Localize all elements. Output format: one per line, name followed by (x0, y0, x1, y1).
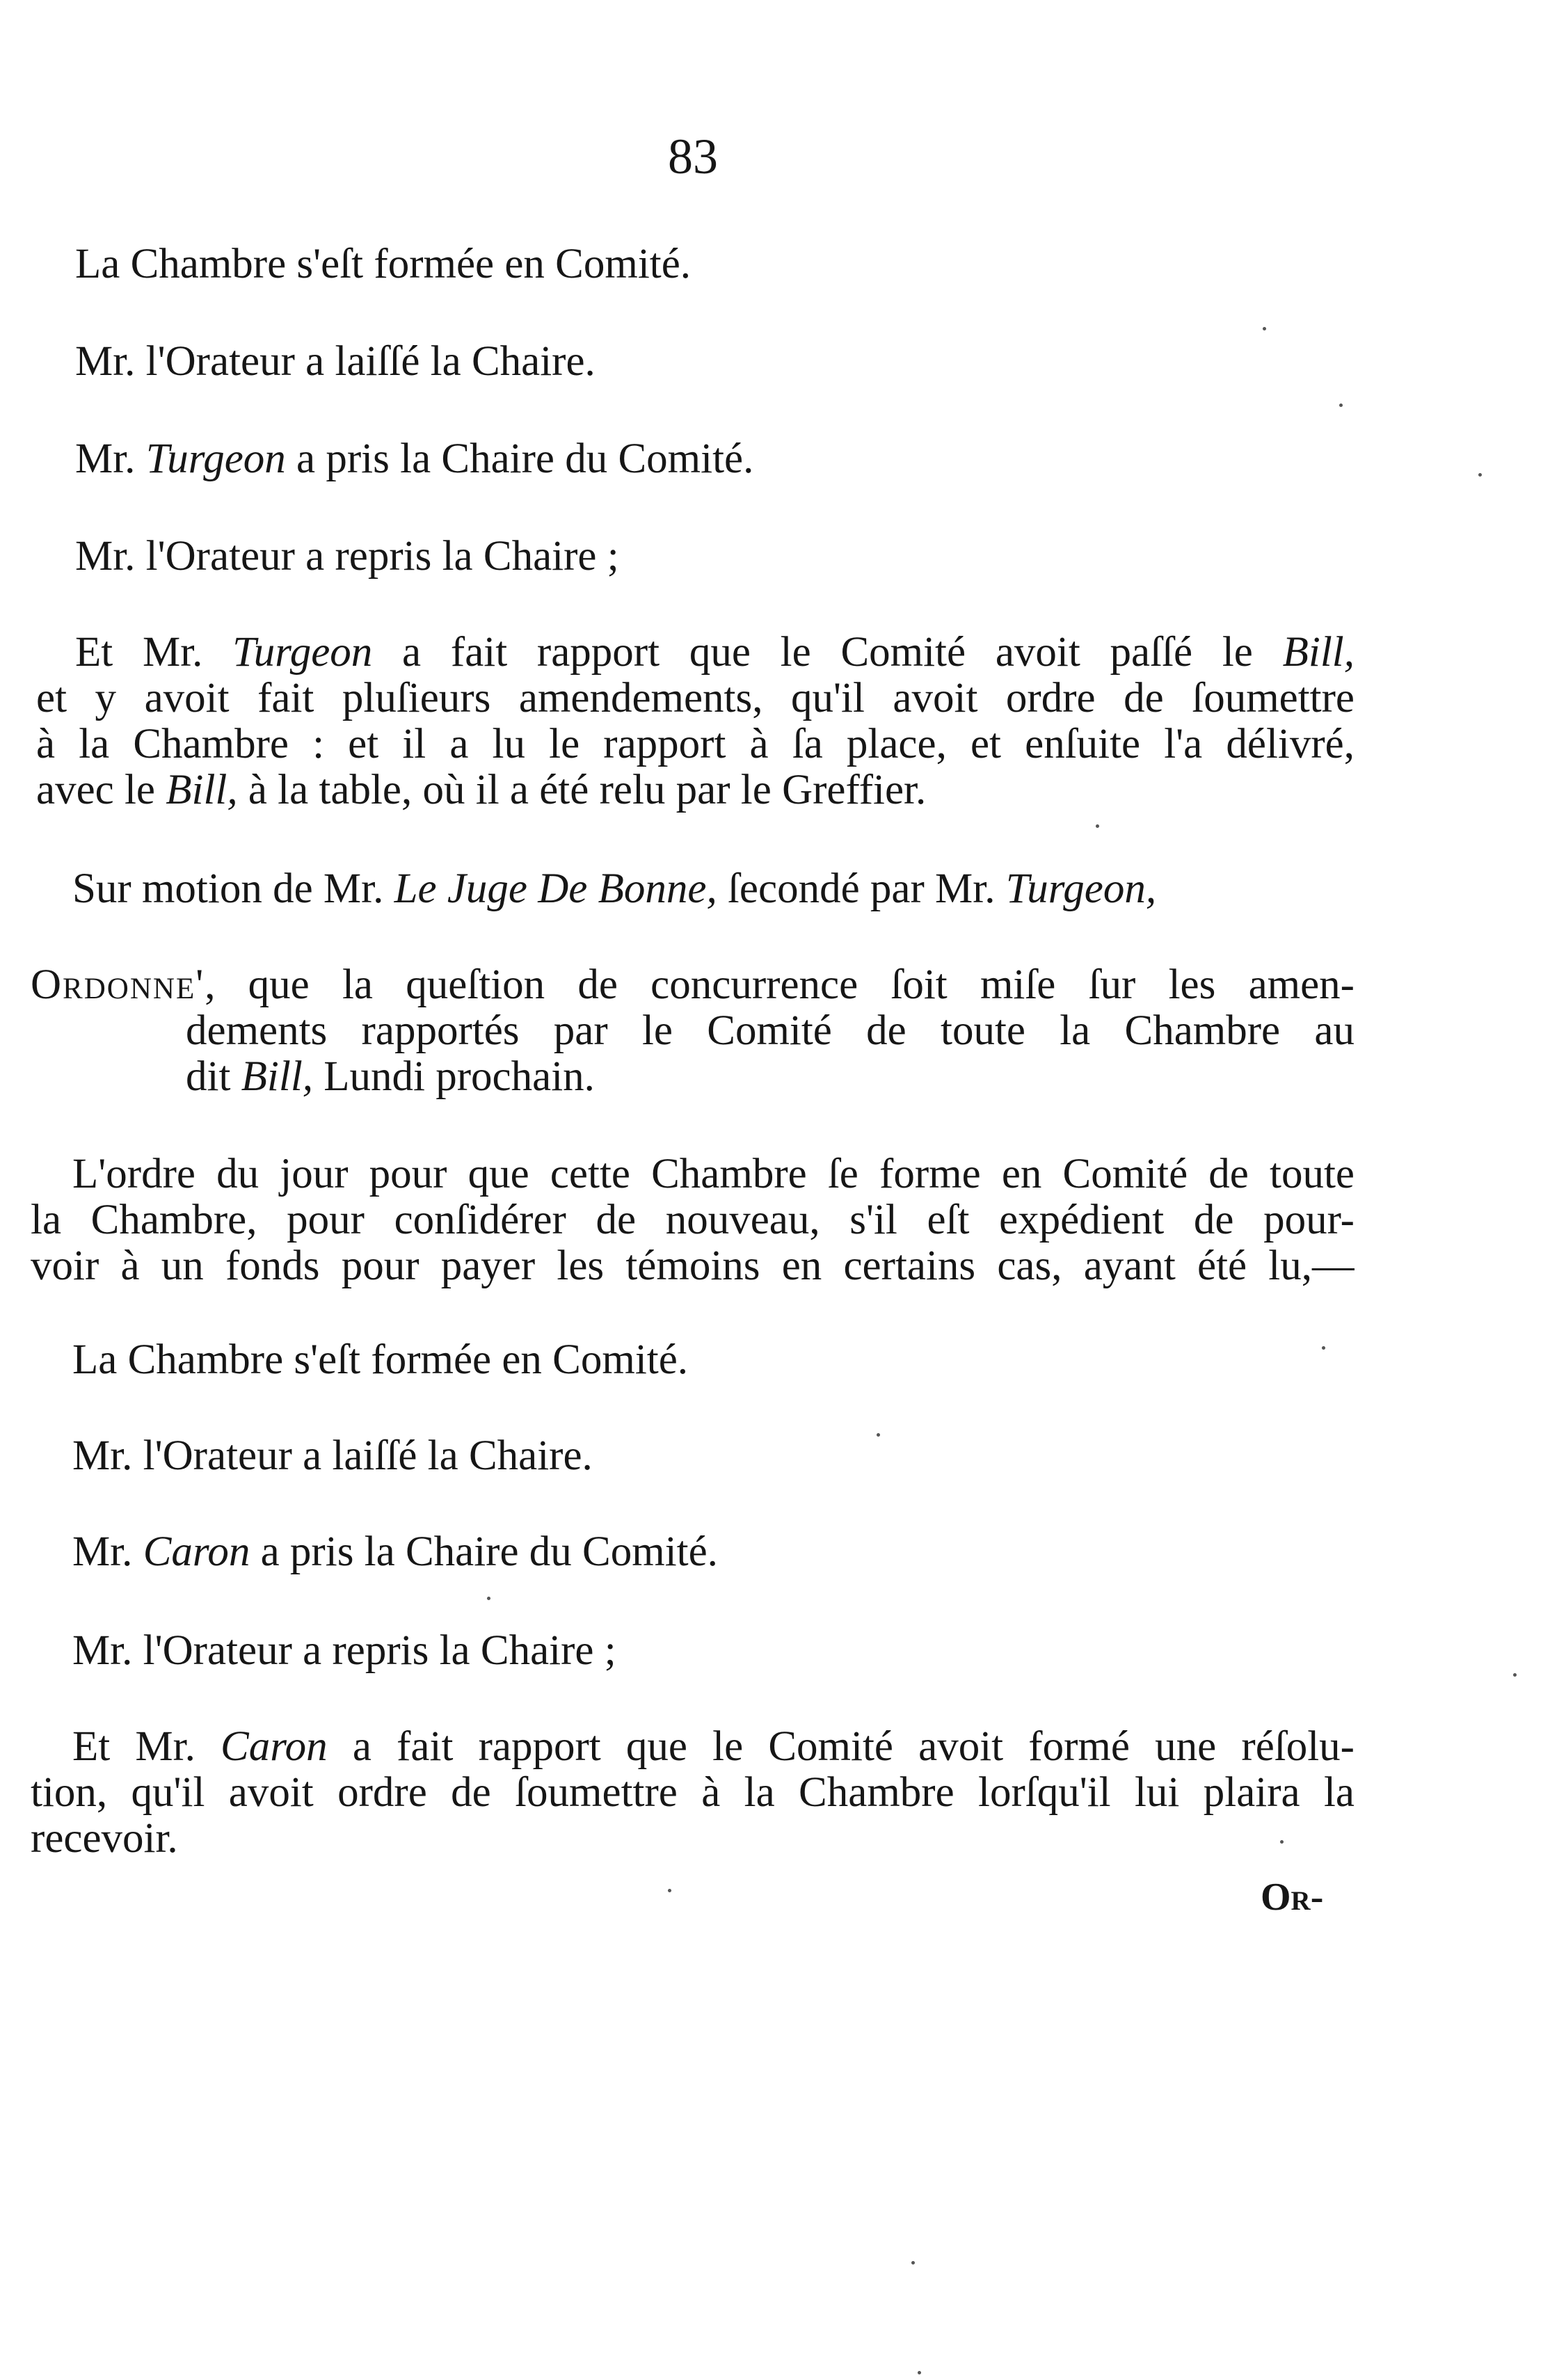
paragraph-caron-took-chair (72, 1529, 718, 1575)
paragraph-turgeon-took-chair (75, 436, 753, 482)
text-line: la Chambre, pour conſidérer de nouveau, s'il eſt expédient de pour- (31, 1197, 1355, 1243)
text-line (31, 962, 1355, 1008)
text-segment: Sur motion de Mr. (72, 865, 394, 912)
text-line: Mr. l'Orateur a laiſſé la Chaire. (75, 338, 596, 385)
scan-speck (1096, 824, 1099, 828)
catchword: Or- (1261, 1876, 1324, 1919)
scan-speck (911, 2261, 915, 2265)
text-segment: Lundi prochain. (313, 1053, 595, 1100)
name-caron: Caron (143, 1528, 250, 1575)
bill-term: Bill, (241, 1053, 314, 1100)
text-segment: à la table, où il a été relu par le Greffier. (237, 767, 927, 813)
name-turgeon: Turgeon (145, 436, 286, 482)
text-segment: ſecondé par Mr. (717, 865, 1006, 912)
scan-speck (918, 2371, 921, 2374)
text-line: Mr. l'Orateur a repris la Chaire ; (72, 1627, 616, 1674)
scan-speck (1513, 1673, 1517, 1677)
paragraph-speaker-left-chair-2 (72, 1433, 593, 1479)
text-line: La Chambre s'eſt formée en Comité. (72, 1336, 689, 1383)
text-line: L'ordre du jour pour que cette Chambre ſe forme en Comité de toute (72, 1151, 1355, 1197)
text-line (31, 1724, 1355, 1770)
text-line: recevoir. (31, 1815, 178, 1862)
paragraph-speaker-resumed-chair (75, 534, 619, 580)
scan-speck (1263, 327, 1266, 330)
scan-speck (1322, 1346, 1325, 1350)
text-segment: a pris la Chaire du Comité. (250, 1528, 718, 1575)
text-segment: Et Mr. (75, 630, 233, 676)
text-segment: dit (186, 1053, 241, 1100)
text-segment: a pris la Chaire du Comité. (285, 436, 754, 482)
scan-speck (487, 1597, 490, 1600)
text-line (36, 767, 1355, 813)
text-segment: Mr. (75, 436, 146, 482)
paragraph-committee-formed-2 (72, 1337, 688, 1383)
paragraph-committee-formed (75, 241, 691, 287)
text-segment: a fait rapport que le Comité avoit formé une réſolu- (327, 1724, 1355, 1770)
text-line: voir à un fonds pour payer les témoins en certains cas, ayant été lu,— (31, 1243, 1355, 1289)
scan-speck (1280, 1840, 1284, 1844)
text-segment: Mr. (72, 1528, 143, 1575)
paragraph-ordered (31, 962, 1355, 1100)
text-line: dements rapportés par le Comité de toute la Chambre au (186, 1008, 1355, 1054)
text-line: à la Chambre : et il a lu le rapport à ſa place, et enſuite l'a délivré, (36, 721, 1355, 767)
name-de-bonne: Le Juge De Bonne, (394, 865, 717, 912)
bill-term: Bill, (1282, 630, 1355, 676)
scan-speck (1339, 404, 1343, 407)
name-caron: Caron (221, 1724, 328, 1770)
text-segment: , que la queſtion de concurrence ſoit miſe ſur les amen- (205, 962, 1355, 1008)
paragraph-caron-report (31, 1724, 1355, 1862)
scan-speck (1478, 473, 1482, 477)
text-segment: Et Mr. (72, 1724, 221, 1770)
paragraph-speaker-resumed-chair-2 (72, 1628, 616, 1674)
scan-speck (668, 1889, 671, 1892)
paragraph-turgeon-report (36, 630, 1355, 813)
text-line: Mr. l'Orateur a repris la Chaire ; (75, 533, 619, 580)
text-segment: a fait rapport que le Comité avoit paſſé le (372, 630, 1283, 676)
scan-speck (877, 1433, 880, 1437)
paragraph-speaker-left-chair (75, 339, 596, 385)
bill-term: Bill, (166, 767, 238, 813)
text-line: La Chambre s'eſt formée en Comité. (75, 241, 692, 287)
text-line (186, 1054, 1355, 1100)
name-turgeon: Turgeon, (1005, 865, 1157, 912)
paragraph-order-of-day (31, 1151, 1355, 1289)
text-line: tion, qu'il avoit ordre de ſoumettre à la Chambre lorſqu'il lui plaira la (31, 1770, 1355, 1816)
paragraph-motion (72, 866, 1156, 912)
name-turgeon: Turgeon (232, 630, 373, 676)
ordonne-heading: Ordonne' (31, 962, 205, 1008)
text-segment: avec le (36, 767, 166, 813)
page-number: 83 (668, 129, 718, 184)
text-line: et y avoit fait pluſieurs amendements, qu'il avoit ordre de ſoumettre (36, 676, 1355, 721)
text-line (36, 630, 1355, 676)
text-line: Mr. l'Orateur a laiſſé la Chaire. (72, 1432, 593, 1479)
